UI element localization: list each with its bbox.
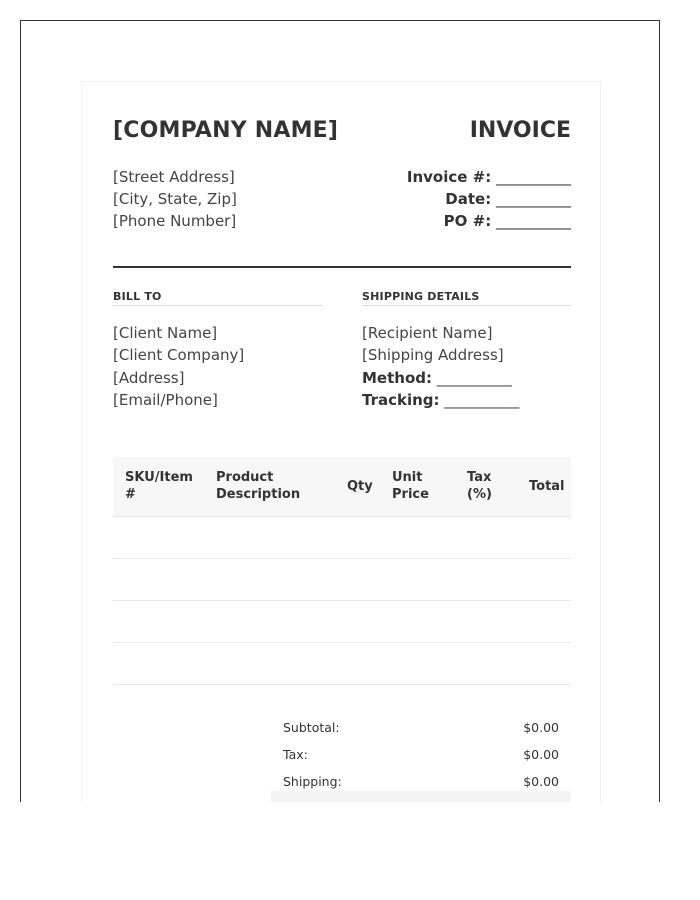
column-header-description: Product Description [216, 470, 301, 503]
company-address [113, 166, 237, 232]
column-header-total: Total [529, 478, 565, 494]
invoice-content [113, 82, 571, 789]
tracking-value: __________ [444, 390, 520, 409]
client-name: [Client Name] [113, 324, 218, 342]
tracking-line [362, 389, 571, 411]
client-address: [Address] [113, 368, 185, 387]
invoice-sheet [81, 81, 601, 802]
company-name: [COMPANY NAME] [113, 118, 339, 143]
invoice-meta [407, 166, 571, 232]
tracking-label: Tracking: [362, 390, 440, 409]
table-row [113, 600, 571, 642]
invoice-number-line [407, 166, 571, 188]
po-number-line [407, 210, 571, 232]
header-divider [113, 266, 571, 268]
shipping-method-value: __________ [436, 368, 512, 387]
bill-to-section [113, 290, 322, 411]
column-header-qty: Qty [347, 478, 373, 494]
table-header-row [113, 457, 571, 516]
date-value: __________ [496, 190, 571, 208]
po-number-label: PO #: [443, 212, 492, 230]
date-label: Date: [445, 190, 492, 208]
subtotal-row [271, 718, 571, 745]
po-number-value: __________ [496, 212, 571, 230]
shipping-method-line [362, 367, 571, 389]
bill-to-heading: BILL TO [113, 290, 322, 306]
column-header-unit-price: Unit Price [392, 470, 429, 503]
table-row [113, 516, 571, 558]
recipient-name: [Recipient Name] [362, 324, 493, 342]
line-items-table [113, 457, 571, 685]
subtotal-label: Subtotal: [283, 720, 340, 735]
grand-total-row [271, 791, 571, 802]
invoice-title: INVOICE [469, 118, 571, 143]
phone-number: [Phone Number] [113, 212, 237, 230]
column-header-sku: SKU/Item # [125, 470, 193, 503]
shipping-details-heading: SHIPPING DETAILS [362, 290, 571, 306]
shipping-value: $0.00 [523, 774, 559, 789]
street-address: [Street Address] [113, 168, 235, 186]
invoice-number-label: Invoice #: [406, 168, 492, 186]
bill-to-lines [113, 322, 322, 411]
city-state-zip: [City, State, Zip] [113, 190, 237, 208]
shipping-address: [Shipping Address] [362, 346, 504, 365]
client-company: [Client Company] [113, 346, 245, 365]
shipping-method-label: Method: [362, 368, 432, 387]
table-row [113, 642, 571, 684]
tax-label: Tax: [283, 747, 308, 762]
totals-section [271, 718, 571, 802]
shipping-lines [362, 322, 571, 411]
invoice-number-value: __________ [496, 168, 571, 186]
invoice-header [113, 82, 571, 267]
document-frame [20, 20, 660, 802]
shipping-label: Shipping: [283, 774, 342, 789]
tax-row [271, 745, 571, 772]
client-email-phone: [Email/Phone] [113, 390, 218, 409]
table-row [113, 558, 571, 600]
column-header-tax: Tax (%) [467, 470, 492, 503]
tax-value: $0.00 [523, 747, 559, 762]
parties-section [113, 290, 571, 420]
date-line [407, 188, 571, 210]
subtotal-value: $0.00 [523, 720, 559, 735]
shipping-details-section [362, 290, 571, 411]
